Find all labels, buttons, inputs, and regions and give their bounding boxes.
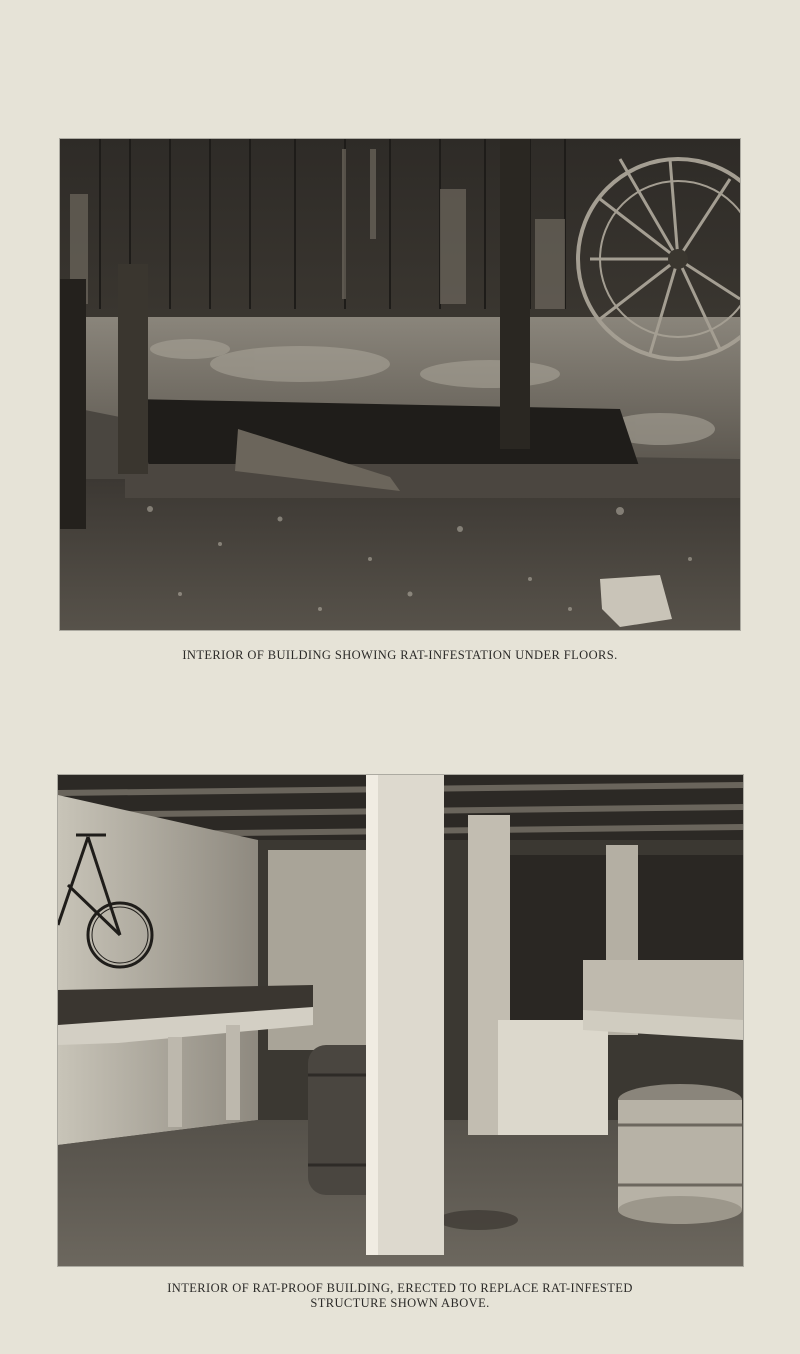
plate-caption xyxy=(40,1281,760,1311)
photograph-rat-infested-interior-image xyxy=(60,139,740,630)
photograph-rat-infested-interior xyxy=(60,139,740,630)
caption-line: INTERIOR OF BUILDING SHOWING RAT-INFESTATION UNDER FLOORS. xyxy=(182,648,618,662)
caption-line: INTERIOR OF RAT-PROOF BUILDING, ERECTED TO REPLACE RAT-INFESTED xyxy=(167,1281,633,1295)
plate-caption xyxy=(40,648,760,663)
photograph-rat-proof-interior xyxy=(58,775,743,1266)
caption-line: STRUCTURE SHOWN ABOVE. xyxy=(310,1296,490,1310)
photograph-rat-proof-interior-image xyxy=(58,775,743,1266)
